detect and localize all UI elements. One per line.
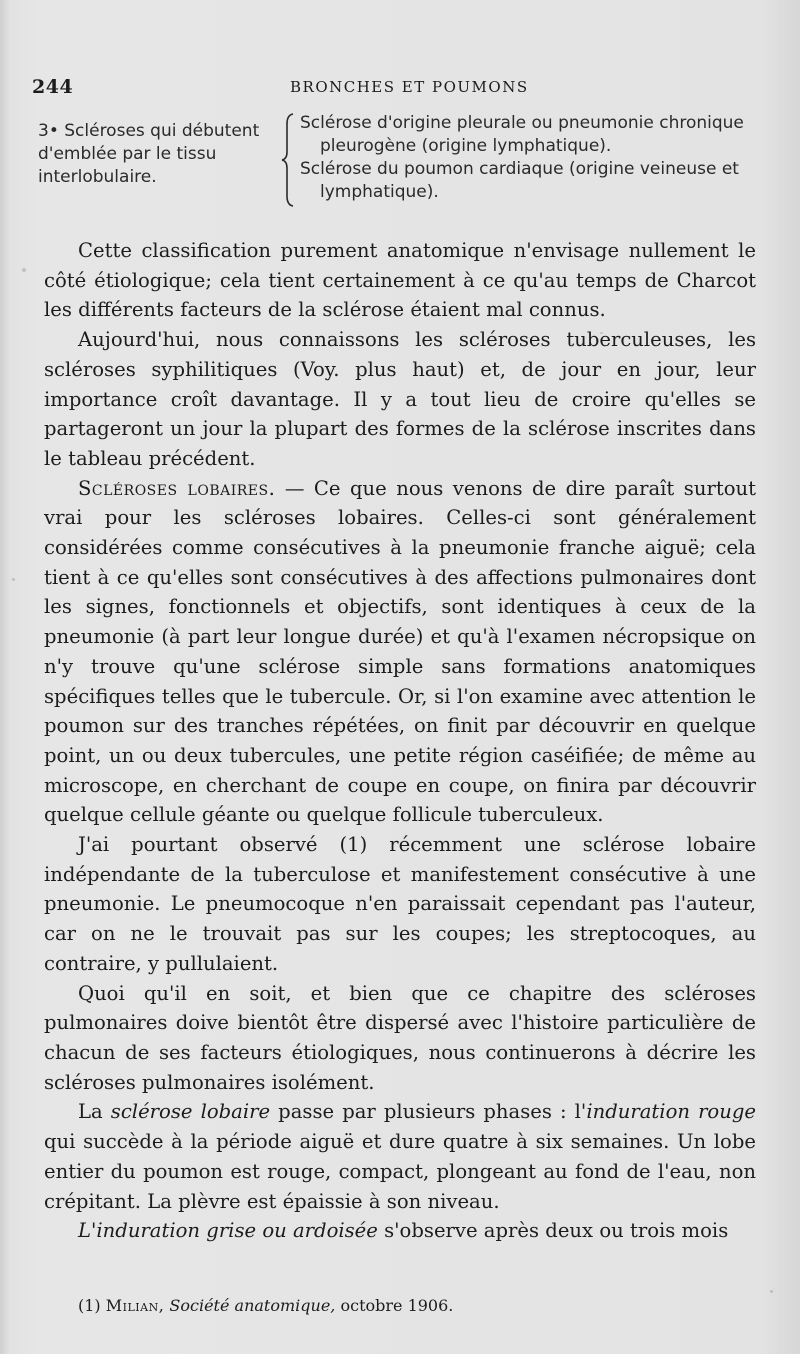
brace-icon — [280, 112, 296, 208]
footnote-source: Société anatomique, — [169, 1296, 336, 1315]
paragraph: Aujourd'hui, nous connaissons les scléroses tuberculeuses, les scléroses syphilitiques (Voy. plus haut) et, de jour en jour, leur importance croît davantage. Il y a tout lieu de croire qu'elles se partageront un jour la plupart des formes de la sclérose inscrites dans le tableau précédent. — [44, 328, 756, 470]
paper-speck — [600, 332, 603, 334]
emphasis: sclérose lobaire — [110, 1100, 271, 1124]
paper-speck — [770, 1290, 773, 1293]
section-heading: Scléroses lobaires. — [78, 476, 276, 500]
paragraph-text: s'observe après deux ou trois mois — [377, 1219, 729, 1243]
paragraph-text: passe par plusieurs phases : l' — [270, 1100, 587, 1124]
emphasis: L'induration grise ou ardoisée — [78, 1219, 378, 1243]
footnote-marker: (1) — [78, 1296, 101, 1315]
paragraph — [44, 1216, 756, 1246]
paragraph: Cette classification purement anatomique n'envisage nullement le côté étiologique; cela tient certainement à ce qu'au temps de Charcot les différents facteurs de la sclérose étaient mal connus. — [44, 239, 756, 322]
running-head: BRONCHES ET POUMONS — [290, 78, 529, 96]
paper-speck — [12, 578, 15, 581]
classification-category: 3• Scléroses qui débutent d'emblée par le tissu interlobulaire. — [38, 121, 260, 187]
body-text — [44, 236, 756, 1246]
classification-items — [300, 112, 760, 204]
paper-speck — [22, 268, 26, 272]
paragraph-text: — Ce que nous venons de dire paraît surtout vrai pour les scléroses lobaires. Celles-ci sont généralement considérées comme consécutives à la pneumonie franche aiguë; cela tient à ce qu'elles sont consécutives à des affections pulmonaires dont les signes, fonctionnels et objectifs, sont identiques à ceux de la pneumonie (à part leur longue durée) et qu'à l'examen nécropsique on n'y trouve qu'une sclérose simple sans formations anatomiques spécifiques telles que le tubercule. Or, si l'on examine avec attention le poumon sur des tranches répétées, on finit par découvrir en quelque point, un ou deux tubercules, une petite région caséifiée; de même au microscope, en cherchant de coupe en coupe, on finira par découvrir quelque cellule géante ou quelque follicule tuberculeux. — [44, 476, 756, 827]
footnote-date: octobre 1906. — [340, 1296, 454, 1315]
page-header — [32, 76, 772, 100]
paragraph: J'ai pourtant observé (1) récemment une sclérose lobaire indépendante de la tuberculose et manifestement consécutive à une pneumonie. Le pneumocoque n'en paraissait cependant pas l'auteur, car on ne le trouvait pas sur les coupes; les streptocoques, au contraire, y pullulaient. — [44, 833, 756, 975]
paragraph: Quoi qu'il en soit, et bien que ce chapitre des scléroses pulmonaires doive bientôt être dispersé avec l'histoire particulière de chacun de ses facteurs étiologiques, nous continuerons à décrire les scléroses pulmonaires isolément. — [44, 981, 756, 1094]
classification-item: Sclérose d'origine pleurale ou pneumonie chronique pleurogène (origine lymphatique). — [300, 113, 744, 156]
paragraph-text: La — [78, 1100, 111, 1124]
paragraph — [44, 474, 756, 830]
classification-item: Sclérose du poumon cardiaque (origine veineuse et lymphatique). — [300, 159, 739, 202]
emphasis: induration rouge — [586, 1100, 756, 1124]
paragraph-text: qui succède à la période aiguë et dure quatre à six semaines. Un lobe entier du poumon est rouge, compact, plongeant au fond de l'eau, non crépitant. La plèvre est épaissie à son niveau. — [44, 1130, 756, 1213]
paragraph — [44, 1097, 756, 1216]
classification-table — [38, 112, 758, 212]
footnote-author: Milian, — [105, 1296, 165, 1315]
page-number: 244 — [32, 76, 74, 98]
footnote — [78, 1296, 718, 1315]
